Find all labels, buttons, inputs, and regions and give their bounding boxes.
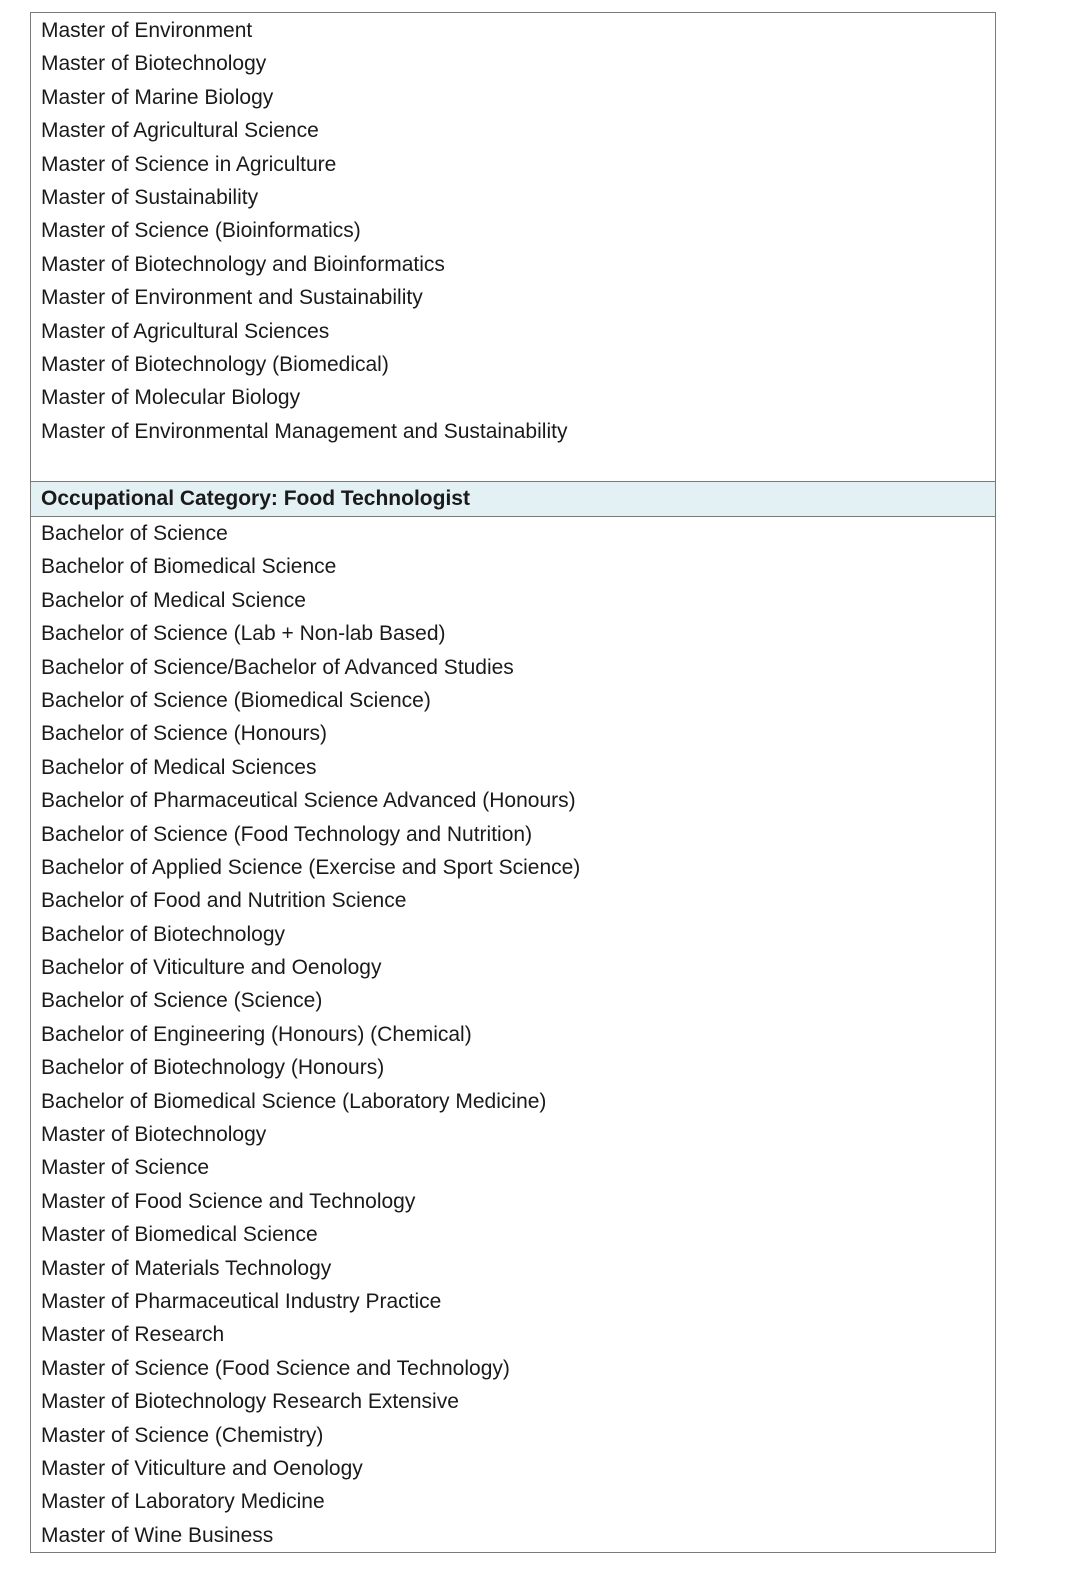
degree-item: Master of Science (Bioinformatics)	[41, 219, 361, 243]
degree-item: Bachelor of Biomedical Science (Laboratory Medicine)	[41, 1089, 547, 1113]
degree-item: Master of Science (Chemistry)	[41, 1423, 324, 1447]
degree-item: Master of Biotechnology (Biomedical)	[41, 352, 389, 376]
degree-item: Master of Research	[41, 1323, 225, 1347]
food-technologist-degree-list	[31, 517, 995, 1552]
degree-item: Master of Science in Agriculture	[41, 152, 337, 176]
degree-item: Master of Pharmaceutical Industry Practice	[41, 1289, 442, 1313]
degree-item: Master of Environmental Management and Sustainability	[41, 419, 568, 443]
degree-item: Master of Agricultural Science	[41, 119, 319, 143]
degree-item: Bachelor of Food and Nutrition Science	[41, 889, 407, 913]
degree-item: Bachelor of Medical Science	[41, 588, 306, 612]
degree-item: Bachelor of Biomedical Science	[41, 555, 337, 579]
previous-category-degree-list	[31, 13, 995, 482]
degree-item: Master of Biotechnology Research Extensive	[41, 1390, 459, 1414]
degree-item: Master of Biomedical Science	[41, 1223, 318, 1247]
degree-item: Bachelor of Pharmaceutical Science Advanced (Honours)	[41, 789, 576, 813]
degree-item: Master of Agricultural Sciences	[41, 319, 330, 343]
degree-item: Master of Science (Food Science and Technology)	[41, 1356, 510, 1380]
degree-item: Master of Molecular Biology	[41, 386, 301, 410]
degree-item: Master of Viticulture and Oenology	[41, 1456, 363, 1480]
degree-item: Master of Sustainability	[41, 185, 259, 209]
degree-item: Bachelor of Biotechnology (Honours)	[41, 1056, 385, 1080]
degree-item: Bachelor of Engineering (Honours) (Chemical)	[41, 1022, 472, 1046]
degree-item: Master of Marine Biology	[41, 85, 274, 109]
degree-item: Bachelor of Science (Biomedical Science)	[41, 688, 431, 712]
degree-item: Master of Materials Technology	[41, 1256, 332, 1280]
degree-item: Master of Biotechnology	[41, 1123, 267, 1147]
degree-item: Master of Wine Business	[41, 1523, 274, 1547]
degree-item: Master of Food Science and Technology	[41, 1189, 416, 1213]
degree-item: Master of Biotechnology	[41, 52, 267, 76]
degree-item: Bachelor of Biotechnology	[41, 922, 285, 946]
degree-item: Bachelor of Science	[41, 522, 228, 545]
degree-item: Master of Environment	[41, 19, 253, 42]
degree-item: Master of Science	[41, 1156, 210, 1180]
degree-item: Bachelor of Science (Science)	[41, 989, 323, 1013]
degree-item: Master of Laboratory Medicine	[41, 1490, 325, 1514]
degree-item: Master of Biotechnology and Bioinformatics	[41, 252, 445, 276]
degree-table	[30, 12, 996, 1553]
degree-item: Bachelor of Applied Science (Exercise and Sport Science)	[41, 855, 581, 879]
degree-item: Bachelor of Science (Lab + Non-lab Based)	[41, 622, 446, 646]
degree-item: Bachelor of Science (Honours)	[41, 722, 327, 746]
degree-item: Bachelor of Viticulture and Oenology	[41, 956, 382, 980]
degree-item: Master of Environment and Sustainability	[41, 286, 423, 310]
degree-item: Bachelor of Science/Bachelor of Advanced Studies	[41, 655, 514, 679]
degree-item: Bachelor of Science (Food Technology and Nutrition)	[41, 822, 533, 846]
degree-item: Bachelor of Medical Sciences	[41, 755, 317, 779]
category-header-food-technologist: Occupational Category: Food Technologist	[31, 482, 995, 517]
